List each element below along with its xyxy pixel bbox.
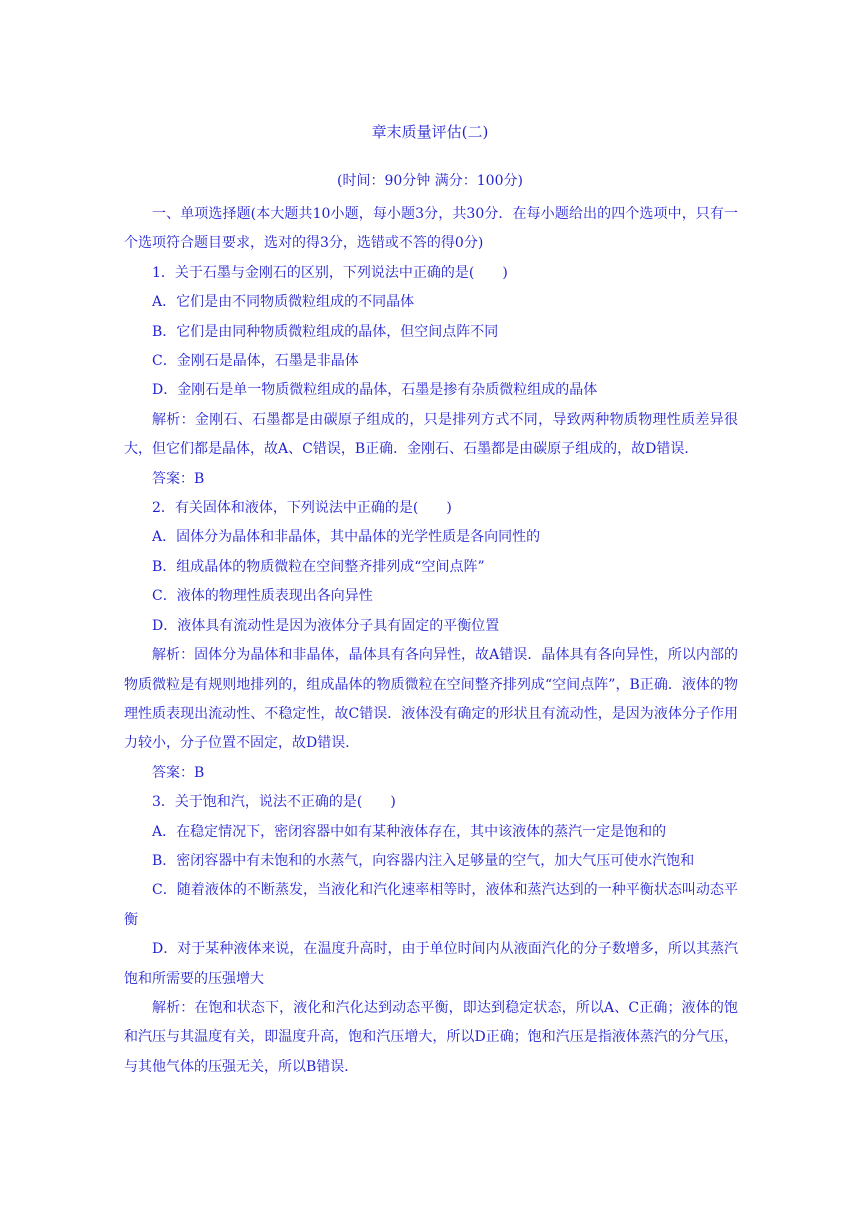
- page-title: 章末质量评估(二): [371, 123, 489, 141]
- question-3-option-a: A．在稳定情况下，密闭容器中如有某种液体存在，其中该液体的蒸汽一定是饱和的: [152, 823, 667, 840]
- question-3-analysis: 解析：在饱和状态下，液化和汽化达到动态平衡，即达到稳定状态，所以A、C正确；液体的饱和汽压与其温度有关，即温度升高，饱和汽压增大，所以D正确；饱和汽压是指液体蒸汽的分气压，与其他气体的压强无关，所以B错误．: [124, 999, 738, 1075]
- question-1-stem: 1．关于石墨与金刚石的区别，下列说法中正确的是( ): [152, 264, 508, 281]
- question-2-option-c: C．液体的物理性质表现出各向异性: [152, 588, 373, 605]
- question-2-option-a: A．固体分为晶体和非晶体，其中晶体的光学性质是各向同性的: [152, 529, 541, 546]
- question-1-analysis: 解析：金刚石、石墨都是由碳原子组成的，只是排列方式不同，导致两种物质物理性质差异很大，但它们都是晶体，故A、C错误，B正确．金刚石、石墨都是由碳原子组成的，故D错误．: [124, 411, 738, 458]
- question-1-option-a: A．它们是由不同物质微粒组成的不同晶体: [152, 294, 415, 311]
- question-2-stem: 2．有关固体和液体，下列说法中正确的是( ): [152, 500, 452, 517]
- question-1-option-c: C．金刚石是晶体，石墨是非晶体: [152, 353, 359, 370]
- question-2-option-d: D．液体具有流动性是因为液体分子具有固定的平衡位置: [152, 617, 500, 634]
- question-3-option-d: D．对于某种液体来说，在温度升高时，由于单位时间内从液面汽化的分子数增多，所以其蒸汽饱和所需要的压强增大: [124, 941, 738, 987]
- question-3-stem: 3．关于饱和汽，说法不正确的是( ): [152, 794, 396, 811]
- question-1-option-b: B．它们是由同种物质微粒组成的晶体，但空间点阵不同: [152, 323, 499, 340]
- question-3-option-c: C．随着液体的不断蒸发，当液化和汽化速率相等时，液体和蒸汽达到的一种平衡状态叫动态平衡: [124, 882, 738, 928]
- question-2-answer: 答案：B: [152, 764, 205, 781]
- question-1-option-d: D．金刚石是单一物质微粒组成的晶体，石墨是掺有杂质微粒组成的晶体: [152, 382, 598, 399]
- question-1-answer: 答案：B: [152, 470, 205, 487]
- section-heading: 一、单项选择题(本大题共10小题，每小题3分，共30分．在每小题给出的四个选项中，只有一个选项符合题目要求，选对的得3分，选错或不答的得0分): [124, 206, 738, 252]
- question-2-option-b: B．组成晶体的物质微粒在空间整齐排列成“空间点阵”: [152, 558, 485, 575]
- exam-info: (时间：90分钟 满分：100分): [337, 173, 523, 189]
- question-3-option-b: B．密闭容器中有未饱和的水蒸气，向容器内注入足够量的空气，加大气压可使水汽饱和: [152, 852, 695, 869]
- question-2-analysis: 解析：固体分为晶体和非晶体，晶体具有各向异性，故A错误．晶体具有各向异性，所以内部的物质微粒是有规则地排列的，组成晶体的物质微粒在空间整齐排列成“空间点阵”，B正确．液体的物理性质表现出流动性、不稳定性，故C错误．液体没有确定的形状且有流动性，是因为液体分子作用力较小，分子位置不固定，故D错误．: [124, 647, 738, 752]
- document-body: [124, 200, 738, 1082]
